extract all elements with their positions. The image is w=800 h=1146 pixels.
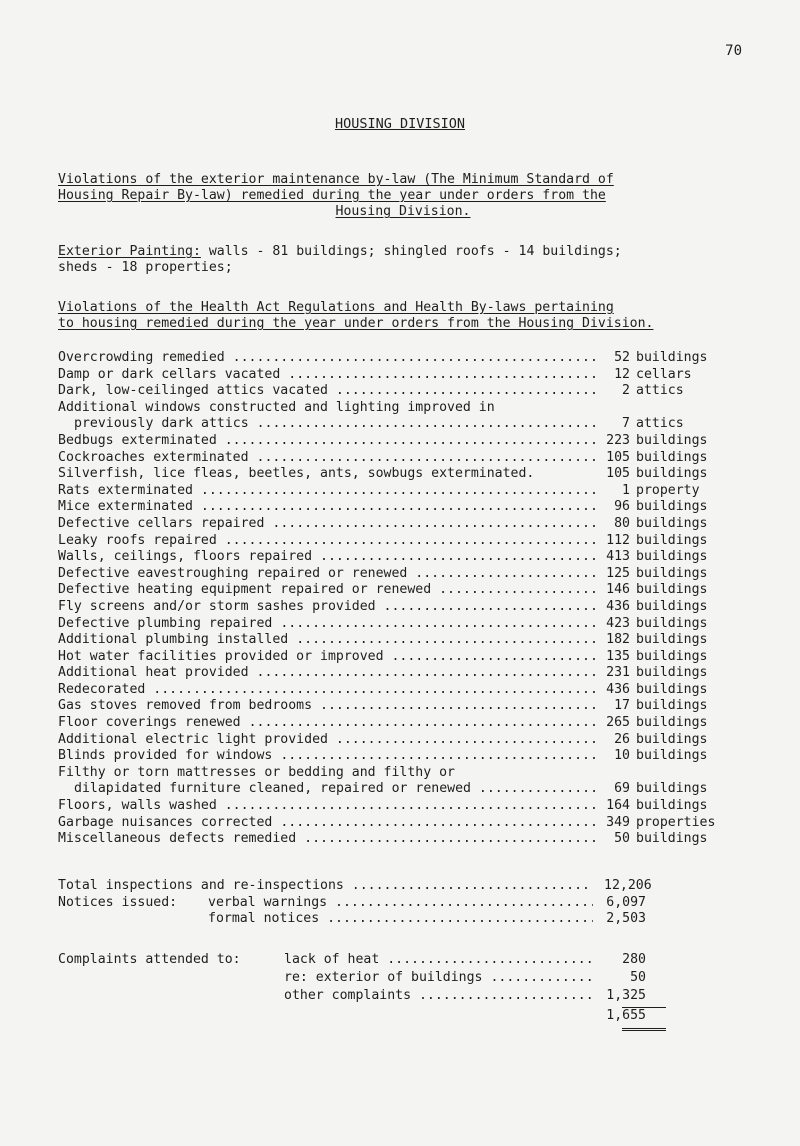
item-count: 125 [606,565,630,581]
item-description: Defective eavestroughing repaired or renewed ..... [58,566,600,582]
item-unit: buildings [636,598,708,614]
total-inspections-value: 12,206 [604,878,652,893]
item-count: 7 [622,416,630,432]
item-unit: buildings [636,449,708,465]
list-item [58,715,768,732]
item-unit: properties [636,814,716,830]
item-count: 231 [606,665,630,681]
list-item [58,781,768,798]
complaints-total-row [58,1008,768,1026]
formal-notices-row [58,911,768,928]
health-heading-line2: to housing remedied during the year under orders from the Housing Division. [58,316,654,331]
item-unit: buildings [636,665,708,681]
list-item [58,599,768,616]
list-item [58,416,768,433]
item-unit: buildings [636,731,708,747]
item-count: 12 [614,366,630,382]
item-unit: buildings [636,698,708,714]
list-item [58,383,768,400]
item-description: Overcrowding remedied ..... [58,350,600,366]
item-description: Additional plumbing installed ..... [58,632,600,648]
item-unit: buildings [636,549,708,565]
item-count: 223 [606,432,630,448]
list-item [58,682,768,699]
item-description: Miscellaneous defects remedied ..... [58,831,600,847]
item-unit: buildings [636,615,708,631]
list-item [58,765,768,782]
item-description: Floors, walls washed ..... [58,798,600,814]
inspection-totals [58,878,768,928]
health-heading-line1: Violations of the Health Act Regulations and Health By-laws pertaining [58,300,614,315]
item-unit: buildings [636,715,708,731]
other-complaints-value: 1,325 [606,988,646,1003]
lack-of-heat-label: lack of heat ..... [284,952,594,968]
item-unit: attics [636,416,684,432]
item-description: Mice exterminated ..... [58,499,600,515]
exterior-heading-line2: Housing Repair By-law) remedied during the year under orders from the [58,188,606,203]
item-count: 423 [606,615,630,631]
exterior-painting-line1: walls - 81 buildings; shingled roofs - 14 buildings; [200,244,622,259]
list-item [58,748,768,765]
health-violations-heading [58,300,748,332]
item-description: Fly screens and/or storm sashes provided ..... [58,599,600,615]
item-description: Blinds provided for windows ..... [58,748,600,764]
exterior-complaints-row [58,970,768,988]
item-description: Bedbugs exterminated ..... [58,433,600,449]
item-description: Hot water facilities provided or improved ..... [58,649,600,665]
item-unit: buildings [636,582,708,598]
item-count: 1 [622,482,630,498]
list-item [58,632,768,649]
item-description: Defective cellars repaired ..... [58,516,600,532]
item-description: Gas stoves removed from bedrooms ..... [58,698,600,714]
item-description: Walls, ceilings, floors repaired ..... [58,549,600,565]
list-item [58,450,768,467]
list-item [58,367,768,384]
notices-issued-label: Notices issued: [58,894,178,910]
formal-notices-label: formal notices ..... [208,911,593,927]
complaints-total-value: 1,655 [606,1008,646,1023]
item-count: 105 [606,466,630,482]
verbal-warnings-value: 6,097 [606,894,646,910]
list-item [58,533,768,550]
item-unit: buildings [636,350,708,365]
item-unit: cellars [636,366,692,382]
item-description: Garbage nuisances corrected ..... [58,815,600,831]
exterior-heading-line1: Violations of the exterior maintenance by-law (The Minimum Standard of [58,172,614,187]
exterior-painting-line2: sheds - 18 properties; [58,260,233,275]
item-count: 80 [614,515,630,531]
exterior-painting-label: Exterior Painting: [58,244,201,259]
item-count: 265 [606,715,630,731]
item-description: Additional electric light provided ..... [58,732,600,748]
complaints-label: Complaints attended to: [58,952,241,967]
double-rule [622,1028,666,1031]
complaints-section [58,952,768,1026]
verbal-warnings-row [58,895,768,912]
item-count: 96 [614,499,630,515]
item-count: 10 [614,748,630,764]
item-unit: buildings [636,499,708,515]
item-unit: buildings [636,748,708,764]
list-item [58,516,768,533]
other-complaints-label: other complaints ..... [284,988,594,1004]
item-unit: property [636,482,700,498]
list-item [58,400,768,417]
item-description: dilapidated furniture cleaned, repaired or renewed ..... [74,781,600,797]
formal-notices-value: 2,503 [606,911,646,927]
list-item [58,698,768,715]
list-item [58,499,768,516]
item-description: Dark, low-ceilinged attics vacated ..... [58,383,600,399]
item-description: Silverfish, lice fleas, beetles, ants, sowbugs exterminated. [58,466,535,482]
exterior-complaints-value: 50 [630,970,646,985]
item-count: 2 [622,383,630,399]
list-item [58,350,768,367]
item-count: 349 [606,814,630,830]
item-count: 436 [606,681,630,697]
lack-of-heat-row [58,952,768,970]
list-item [58,483,768,500]
item-count: 17 [614,698,630,714]
list-item [58,616,768,633]
item-count: 26 [614,731,630,747]
item-description: Rats exterminated ..... [58,483,600,499]
item-description: Leaky roofs repaired ..... [58,533,600,549]
item-unit: buildings [636,648,708,664]
list-item [58,732,768,749]
item-unit: buildings [636,532,708,548]
other-complaints-row [58,988,768,1006]
item-description: Redecorated ..... [58,682,600,698]
item-count: 52 [614,350,630,365]
list-item [58,549,768,566]
item-count: 69 [614,781,630,797]
lack-of-heat-value: 280 [622,952,646,967]
page-number: 70 [725,43,742,59]
exterior-violations-heading [58,172,748,220]
item-unit: buildings [636,681,708,697]
item-unit: buildings [636,831,708,847]
list-item [58,815,768,832]
item-unit: buildings [636,515,708,531]
item-description: Floor coverings renewed ..... [58,715,600,731]
item-description: Filthy or torn mattresses or bedding and filthy or [58,764,455,780]
item-unit: buildings [636,466,708,482]
item-description: Defective plumbing repaired ..... [58,616,600,632]
item-count: 164 [606,798,630,814]
list-item [58,831,768,848]
item-description: Defective heating equipment repaired or renewed ..... [58,582,600,598]
list-item [58,582,768,599]
item-unit: buildings [636,632,708,648]
item-description: Damp or dark cellars vacated ..... [58,367,600,383]
exterior-painting [58,244,758,276]
list-item [58,649,768,666]
item-unit: buildings [636,798,708,814]
item-count: 182 [606,632,630,648]
item-unit: attics [636,383,684,399]
item-unit: buildings [636,565,708,581]
total-inspections-label: Total inspections and re-inspections ..... [58,878,593,894]
list-item [58,566,768,583]
item-description: Cockroaches exterminated ..... [58,450,600,466]
list-item [58,665,768,682]
item-unit: buildings [636,781,708,797]
page-title: HOUSING DIVISION [334,116,466,132]
item-count: 146 [606,582,630,598]
item-count: 436 [606,598,630,614]
item-unit: buildings [636,432,708,448]
exterior-heading-line3: Housing Division. [335,204,471,219]
list-item [58,433,768,450]
violations-list [58,350,768,848]
item-count: 413 [606,549,630,565]
item-count: 50 [614,831,630,847]
item-description: previously dark attics ..... [74,416,600,432]
list-item [58,798,768,815]
item-description: Additional windows constructed and lighting improved in [58,399,495,415]
item-count: 135 [606,648,630,664]
list-item [58,466,768,483]
verbal-warnings-label: verbal warnings ..... [208,895,593,911]
item-count: 112 [606,532,630,548]
item-count: 105 [606,449,630,465]
total-inspections-row [58,878,768,895]
exterior-complaints-label: re: exterior of buildings ..... [284,970,594,986]
item-description: Additional heat provided ..... [58,665,600,681]
